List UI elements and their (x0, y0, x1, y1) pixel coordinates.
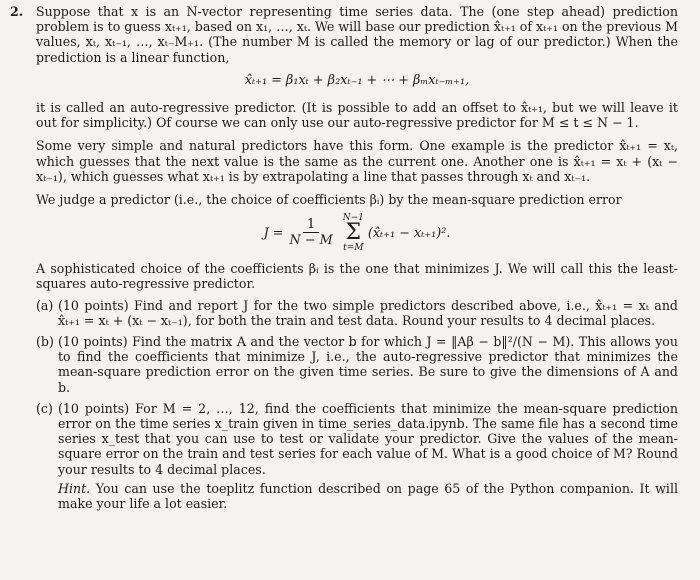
problem-number: 2. (10, 4, 24, 19)
sub-question-label: (a) (36, 297, 54, 313)
mse-equation (36, 213, 678, 253)
sub-question-b (36, 334, 678, 395)
sub-question-label: (c) (36, 400, 53, 416)
problem-2 (10, 4, 678, 512)
sub-questions (36, 298, 678, 512)
hint-paragraph (58, 481, 678, 511)
sophisticated-paragraph: A sophisticated choice of the coefficients βᵢ is the one that minimizes J. We will call this the least-squares auto-regressive predictor. (36, 261, 678, 292)
mse-lhs: J = (263, 225, 284, 241)
hint-text: You can use the toeplitz function described on page 65 of the Python companion. It will make your life a lot easier. (58, 480, 678, 512)
sub-question-c (36, 401, 678, 511)
sub-question-text: (10 points) For M = 2, …, 12, find the coefficients that minimize the mean-square prediction error on the time series x_train given in time_series_data.ipynb. The same file has a second time series x_test that you can use to test or validate your predictor. Give the values of the mean-square error on the train and test series for each value of M. What is a good choice of M? Round your results to 4 decimal places. (58, 400, 678, 477)
judge-paragraph: We judge a predictor (i.e., the choice of coefficients βᵢ) by the mean-square prediction error (36, 192, 622, 208)
mse-body: (x̂ₜ₊₁ − xₜ₊₁)². (367, 225, 451, 241)
mse-fraction (290, 218, 333, 248)
simple-predictors-paragraph: Some very simple and natural predictors have this form. One example is the predictor x̂ₜ₊₁ = xₜ, which guesses that the next value is the same as the current one. Another one is x̂ₜ₊₁ = xₜ + (xₜ − xₜ₋₁), which guesses what xₜ₊₁ is by extrapolating a line that passes through xₜ and xₜ₋₁. (36, 138, 678, 184)
autoregressive-equation: x̂ₜ₊₁ = β₁xₜ + β₂xₜ₋₁ + ⋯ + βₘxₜ₋ₘ₊₁, (244, 72, 470, 88)
hint-label: Hint. (58, 480, 91, 496)
summation-lower-limit: t=M (343, 243, 364, 254)
mse-fraction-denominator: N − M (289, 233, 333, 249)
sub-question-text: (10 points) Find the matrix A and the vector b for which J = ‖Aβ − b‖²/(N − M). This allows you to find the coefficients that minimize J, i.e., the auto-regressive predictor that minimizes the mean-square prediction error on the given time series. Be sure to give the dimensions of A and b. (58, 334, 678, 395)
mse-fraction-numerator: 1 (303, 218, 319, 233)
summation (343, 213, 364, 253)
autoregressive-paragraph: it is called an auto-regressive predictor. (It is possible to add an offset to x̂ₜ₊₁, but we will leave it out for simplicity.) Of course we can only use our auto-regressive predictor for M ≤ t ≤ N − 1. (36, 100, 678, 131)
summation-sigma: Σ (345, 220, 362, 246)
sub-question-label: (b) (36, 334, 54, 350)
sub-question-text: (10 points) Find and report J for the two simple predictors described above, i.e., x̂ₜ₊₁ = xₜ and x̂ₜ₊₁ = xₜ + (xₜ − xₜ₋₁), for both the train and test data. Round your results to 4 decimal places. (58, 297, 678, 328)
summation-upper-limit: N−1 (342, 213, 364, 224)
sub-question-a (36, 298, 678, 328)
intro-paragraph: Suppose that x is an N-vector representing time series data. The (one step ahead) prediction problem is to guess xₜ₊₁, based on x₁, …, xₜ. We will base our prediction x̂ₜ₊₁ of xₜ₊₁ on the previous M values, xₜ, xₜ₋₁, …, xₜ₋M₊₁. (The number M is called the memory or lag of our predictor.) When the prediction is a linear function, (36, 4, 678, 65)
